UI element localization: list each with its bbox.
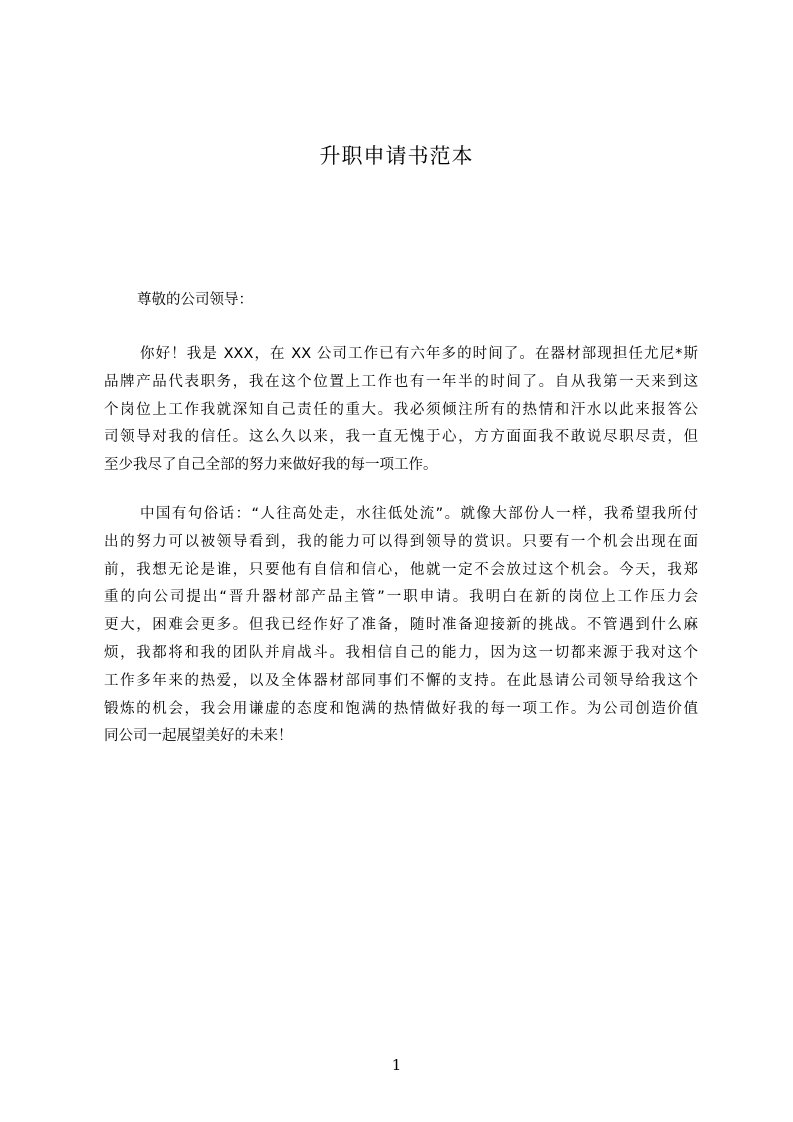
paragraph-line: 前，我想无论是谁，只要他有自信和信心，他就一定不会放过这个机会。今天，我郑 xyxy=(104,561,698,578)
paragraph-line: 你好！我是 XXX，在 XX 公司工作已有六年多的时间了。在器材部现担任尤尼*斯 xyxy=(140,346,698,362)
paragraph-line: 个岗位上工作我就深知自己责任的重大。我必须倾注所有的热情和汗水以此来报答公 xyxy=(104,401,698,418)
paragraph-line: 同公司一起展望美好的未来！ xyxy=(104,728,293,745)
paragraph-line: 锻炼的机会，我会用谦虚的态度和饱满的热情做好我的每一项工作。为公司创造价值 xyxy=(104,700,698,717)
page-number: 1 xyxy=(391,1056,402,1074)
paragraph-line: 出的努力可以被领导看到，我的能力可以得到领导的赏识。只要有一个机会出现在面 xyxy=(104,533,698,550)
paragraph-line: 至少我尽了自己全部的努力来做好我的每一项工作。 xyxy=(104,457,438,474)
paragraph-line: 品牌产品代表职务，我在这个位置上工作也有一年半的时间了。自从我第一天来到这 xyxy=(104,373,698,390)
paragraph-line: 更大，困难会更多。但我已经作好了准备，随时准备迎接新的挑战。不管遇到什么麻 xyxy=(104,617,698,634)
paragraph-line: 中国有句俗话：“人往高处走，水往低处流”。就像大部份人一样，我希望我所付 xyxy=(140,506,698,522)
salutation: 尊敬的公司领导： xyxy=(137,292,253,308)
paragraph-2 xyxy=(104,501,698,751)
paragraph-line: 司领导对我的信任。这么久以来，我一直无愧于心，方方面面我不敢说尽职尽责，但 xyxy=(104,429,698,446)
paragraph-line: 烦，我都将和我的团队并肩战斗。我相信自己的能力，因为这一切都来源于我对这个 xyxy=(104,644,698,661)
paragraph-1 xyxy=(104,341,698,480)
document-title: 升职申请书范本 xyxy=(319,144,474,168)
paragraph-line: 工作多年来的热爱，以及全体器材部同事们不懈的支持。在此恳请公司领导给我这个 xyxy=(104,672,698,689)
paragraph-line: 重的向公司提出“晋升器材部产品主管”一职申请。我明白在新的岗位上工作压力会 xyxy=(104,589,698,606)
